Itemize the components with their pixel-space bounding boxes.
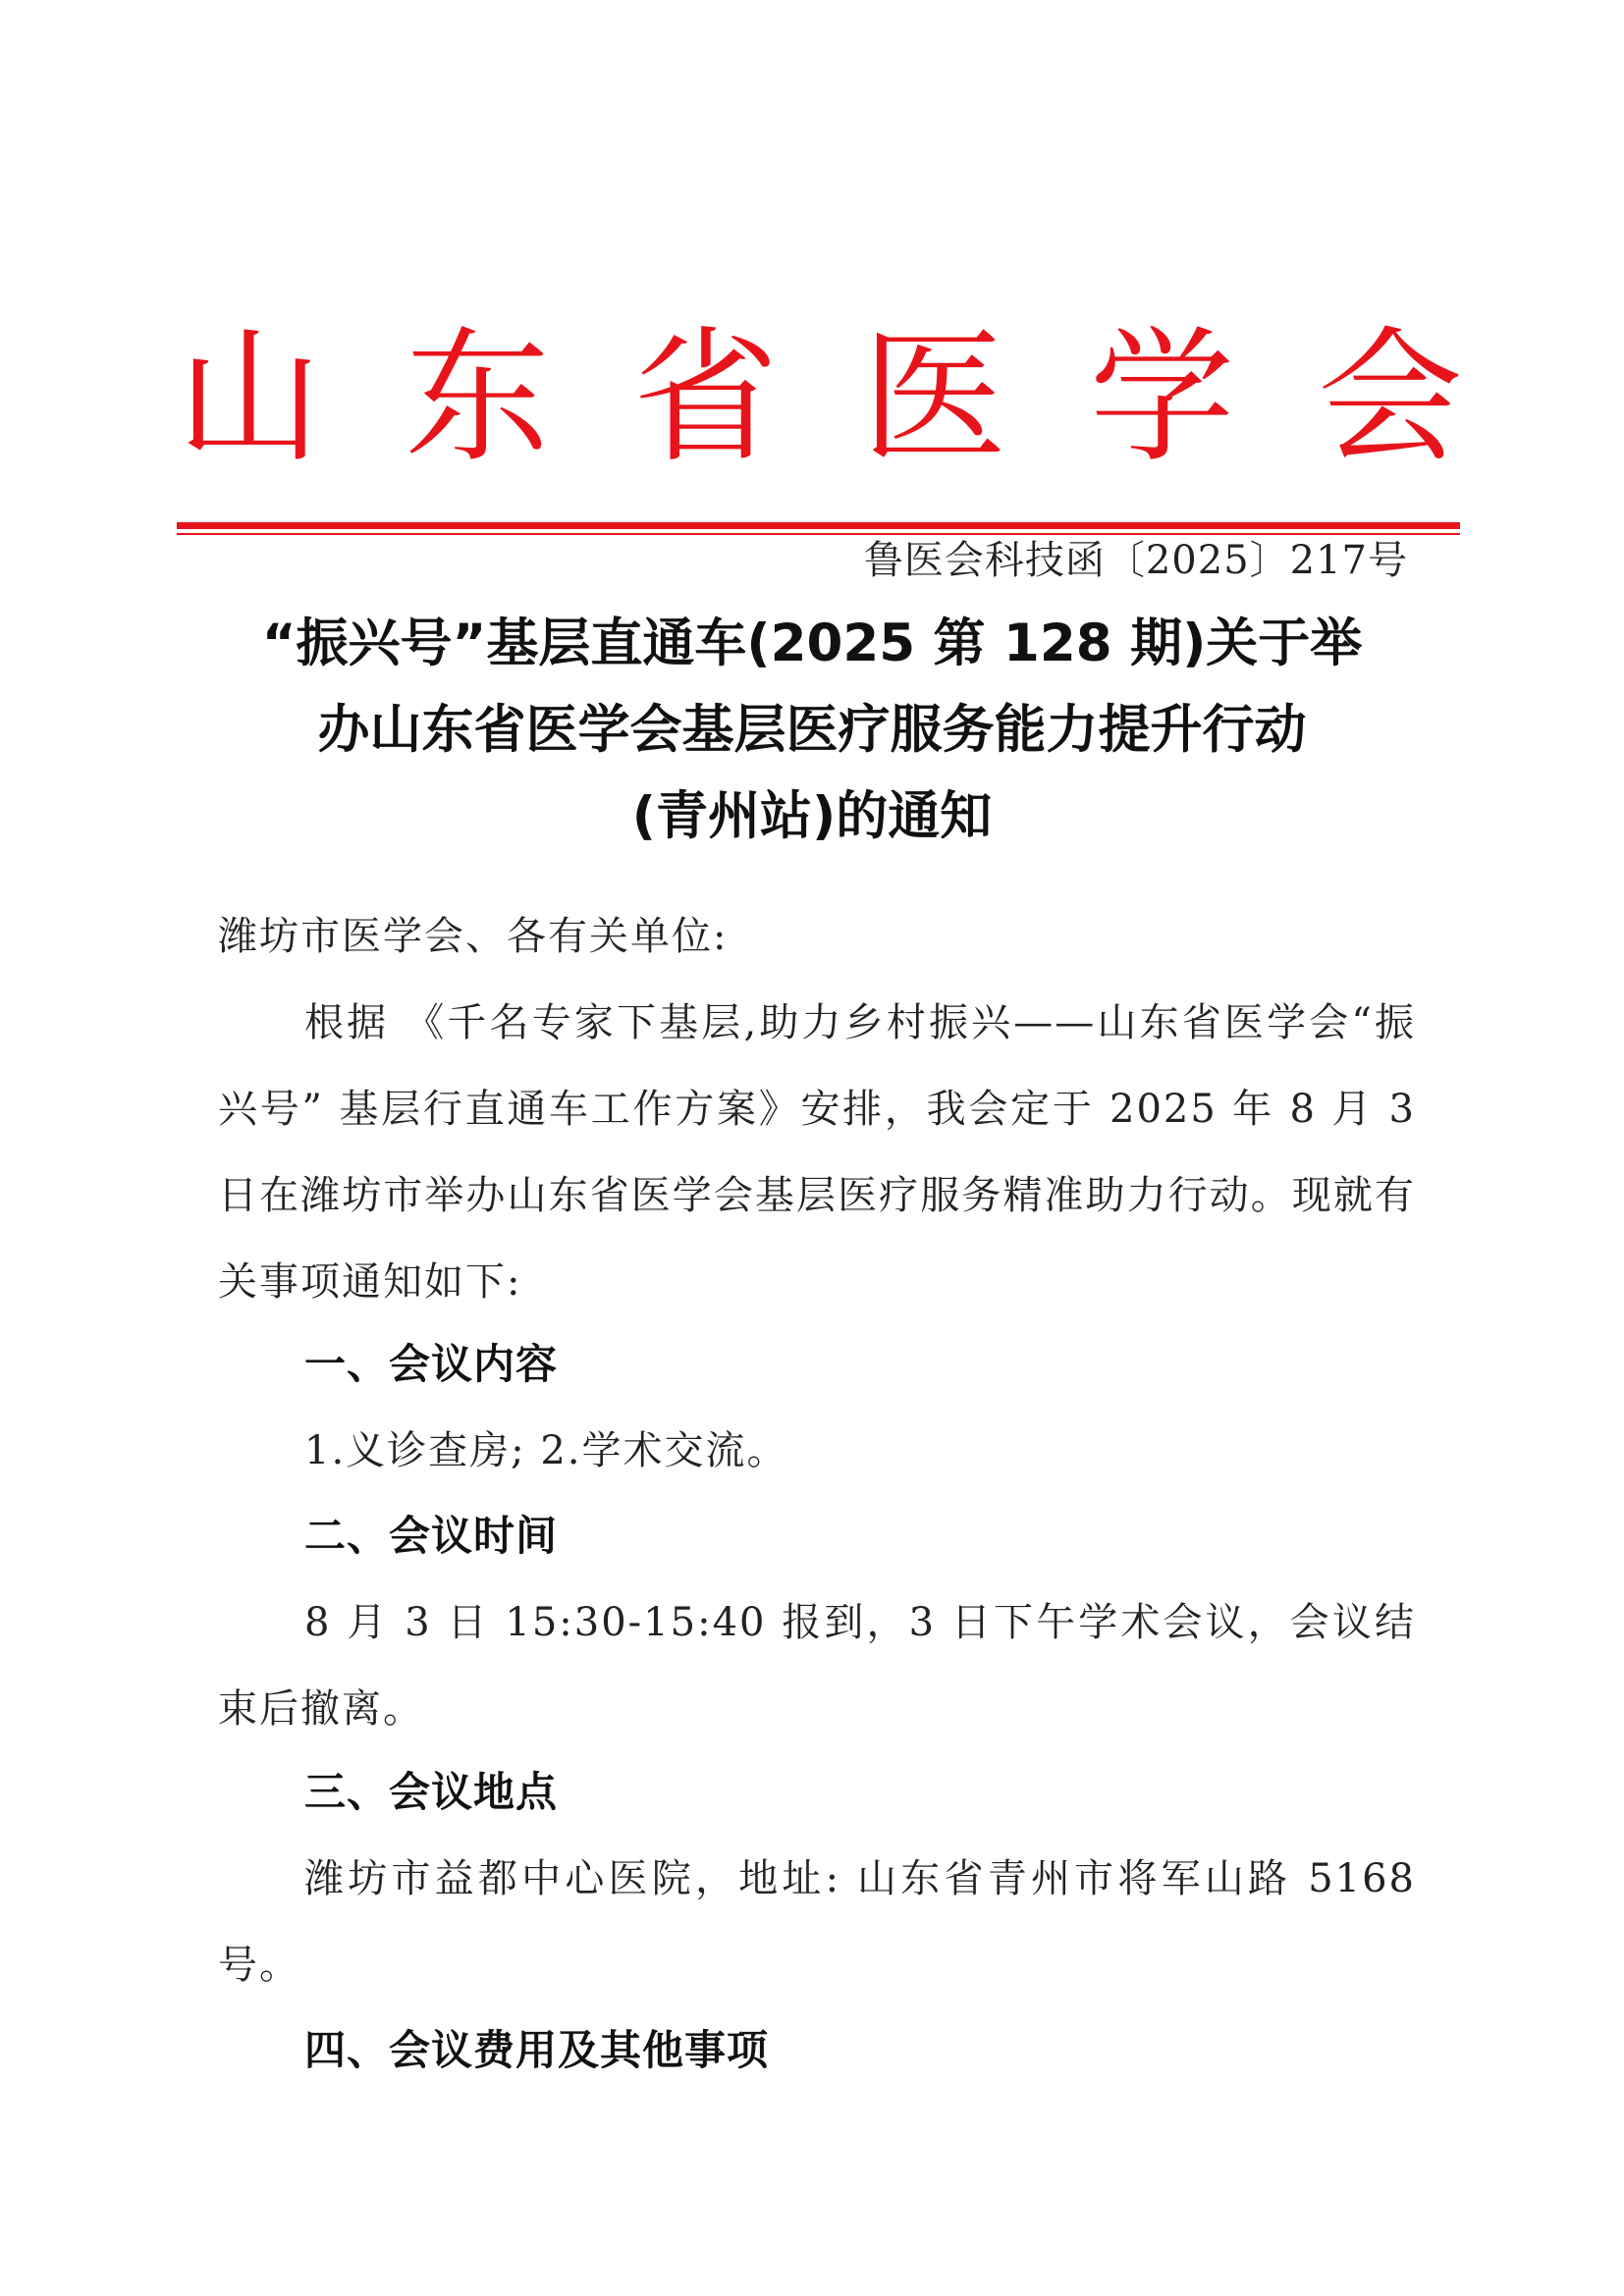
section-heading-location: 三、会议地点 xyxy=(304,1768,559,1816)
org-char: 省 xyxy=(632,313,779,482)
org-char: 医 xyxy=(861,313,1007,482)
salutation: 潍坊市医学会、各有关单位: xyxy=(218,914,729,959)
header-divider-thick xyxy=(177,522,1460,529)
section-text-content: 1.义诊查房; 2.学术交流。 xyxy=(304,1428,788,1473)
org-char: 会 xyxy=(1317,313,1463,482)
section-heading-content: 一、会议内容 xyxy=(304,1340,559,1388)
document-title xyxy=(196,601,1428,860)
section-text-time: 8 月 3 日 15:30-15:40 报到，3 日下午学术会议，会议结束后撤离。 xyxy=(218,1600,1416,1732)
section-text-location: 潍坊市益都中心医院，地址: 山东省青州市将军山路 5168 号。 xyxy=(218,1856,1416,1988)
intro-paragraph: 根据 《千名专家下基层,助力乡村振兴——山东省医学会“振兴号” 基层行直通车工作方案》安排，我会定于 2025 年 8 月 3 日在潍坊市举办山东省医学会基层医疗服务精准助力行动。现就有关事项通知如下: xyxy=(218,1000,1416,1305)
section-heading-fees: 四、会议费用及其他事项 xyxy=(304,2026,770,2074)
header-divider-thin xyxy=(177,533,1460,535)
org-char: 学 xyxy=(1089,313,1235,482)
title-line-1: “振兴号”基层直通车(2025 第 128 期)关于举 xyxy=(261,614,1363,673)
title-line-3: (青州站)的通知 xyxy=(631,786,993,846)
org-char: 山 xyxy=(177,313,322,482)
document-number: 鲁医会科技函〔2025〕217号 xyxy=(863,538,1408,583)
org-char: 东 xyxy=(405,313,551,482)
section-heading-time: 二、会议时间 xyxy=(304,1512,559,1560)
title-line-2: 办山东省医学会基层医疗服务能力提升行动 xyxy=(317,700,1307,760)
organization-header xyxy=(177,313,1463,482)
